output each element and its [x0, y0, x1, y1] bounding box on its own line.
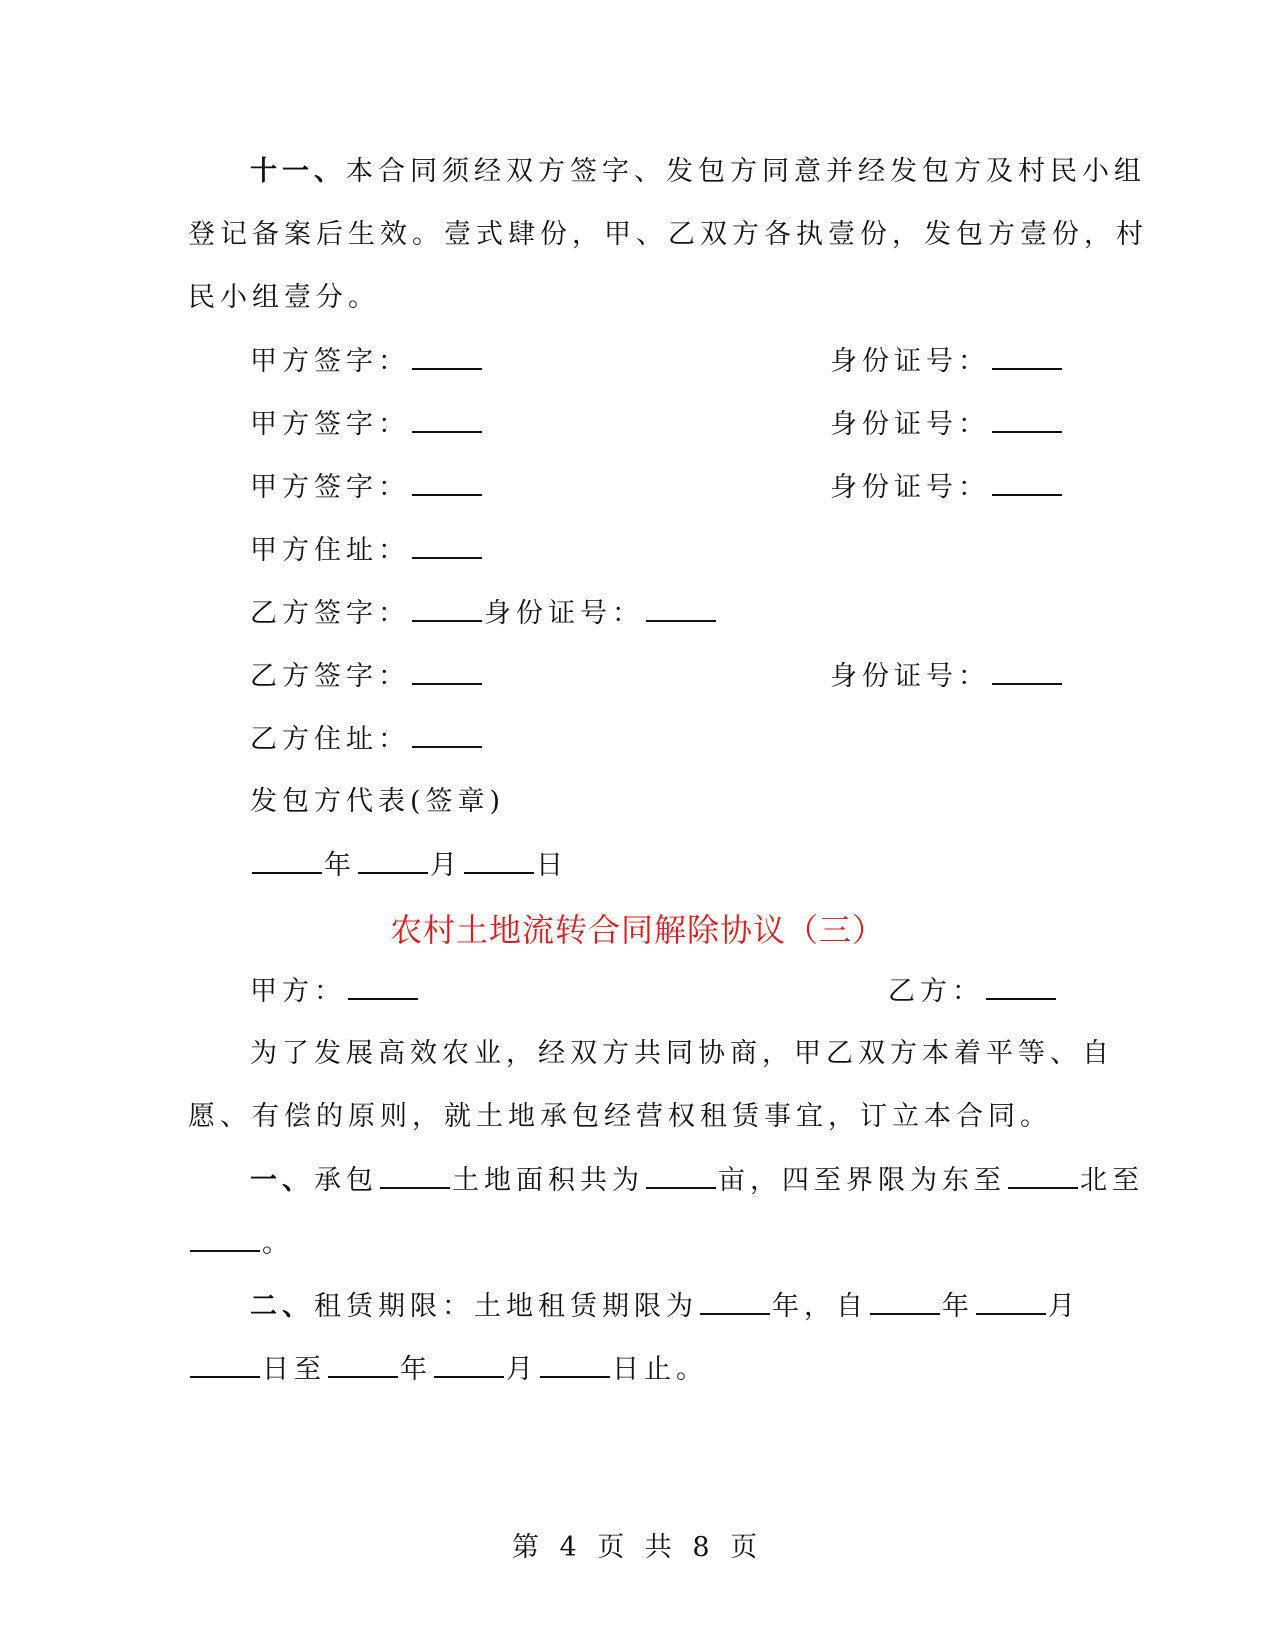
blank-field: [190, 1226, 260, 1252]
clause-1-line-2: 。: [188, 1226, 294, 1261]
party-b-sign-row-2: 乙方签字：: [250, 659, 484, 694]
blank-field: [412, 344, 482, 370]
blank-field: [190, 1352, 260, 1378]
blank-field: [540, 1352, 610, 1378]
blank-field: [412, 407, 482, 433]
contractor-rep-row: 发包方代表(签章): [250, 786, 506, 817]
party-a-row: 甲方：: [250, 974, 420, 1009]
clause-11-line-3: 民小组壹分。: [188, 282, 380, 313]
blank-field: [412, 596, 482, 622]
blank-field: [328, 1352, 398, 1378]
blank-field: [700, 1289, 770, 1315]
blank-field: [412, 722, 482, 748]
blank-field: [412, 470, 482, 496]
intro-line-1: 为了发展高效农业，经双方共同协商，甲乙双方本着平等、自: [250, 1038, 1114, 1069]
blank-field: [380, 1163, 450, 1189]
blank-field: [992, 470, 1062, 496]
clause-11-line-1: 十一、本合同须经双方签字、发包方同意并经发包方及村民小组: [250, 156, 1146, 187]
blank-field: [992, 344, 1062, 370]
blank-field: [348, 974, 418, 1000]
blank-field: [870, 1289, 940, 1315]
party-a-sign-row-3: 甲方签字：: [250, 470, 484, 505]
id-row-2: 身份证号：: [830, 407, 1064, 442]
intro-line-2: 愿、有偿的原则，就土地承包经营权租赁事宜，订立本合同。: [188, 1101, 1052, 1132]
id-row-3: 身份证号：: [830, 470, 1064, 505]
party-a-address-row: 甲方住址：: [250, 533, 484, 568]
clause-label: 十一、: [250, 156, 346, 187]
party-b-row: 乙方：: [888, 974, 1058, 1009]
clause-1-line-1: 一、承包 土地面积共为 亩，四至界限为东至 北至: [250, 1165, 1144, 1196]
page-footer: 第 4 页 共 8 页: [511, 1532, 764, 1563]
id-row-4: 身份证号：: [830, 659, 1064, 694]
clause-2-line-1: 二、租赁期限：土地租赁期限为 年，自 年 月: [250, 1291, 1080, 1322]
blank-field: [986, 974, 1056, 1000]
party-a-sign-row-2: 甲方签字：: [250, 407, 484, 442]
blank-field: [1008, 1163, 1078, 1189]
id-row-1: 身份证号：: [830, 344, 1064, 379]
blank-field: [412, 659, 482, 685]
blank-field: [992, 659, 1062, 685]
clause-2-line-2: 日至 年 月 日止。: [188, 1352, 708, 1387]
blank-field: [646, 1163, 716, 1189]
section-title: 农村土地流转合同解除协议（三）: [389, 911, 885, 949]
party-b-sign-row-1: 乙方签字： 身份证号：: [250, 596, 718, 631]
blank-field: [976, 1289, 1046, 1315]
blank-field: [358, 848, 428, 874]
date-row: 年 月 日: [250, 848, 568, 883]
blank-field: [464, 848, 534, 874]
blank-field: [646, 596, 716, 622]
blank-field: [434, 1352, 504, 1378]
blank-field: [412, 533, 482, 559]
blank-field: [252, 848, 322, 874]
blank-field: [992, 407, 1062, 433]
clause-11-line-2: 登记备案后生效。壹式肆份，甲、乙双方各执壹份，发包方壹份，村: [188, 219, 1148, 250]
party-b-address-row: 乙方住址：: [250, 722, 484, 757]
party-a-sign-row-1: 甲方签字：: [250, 344, 484, 379]
